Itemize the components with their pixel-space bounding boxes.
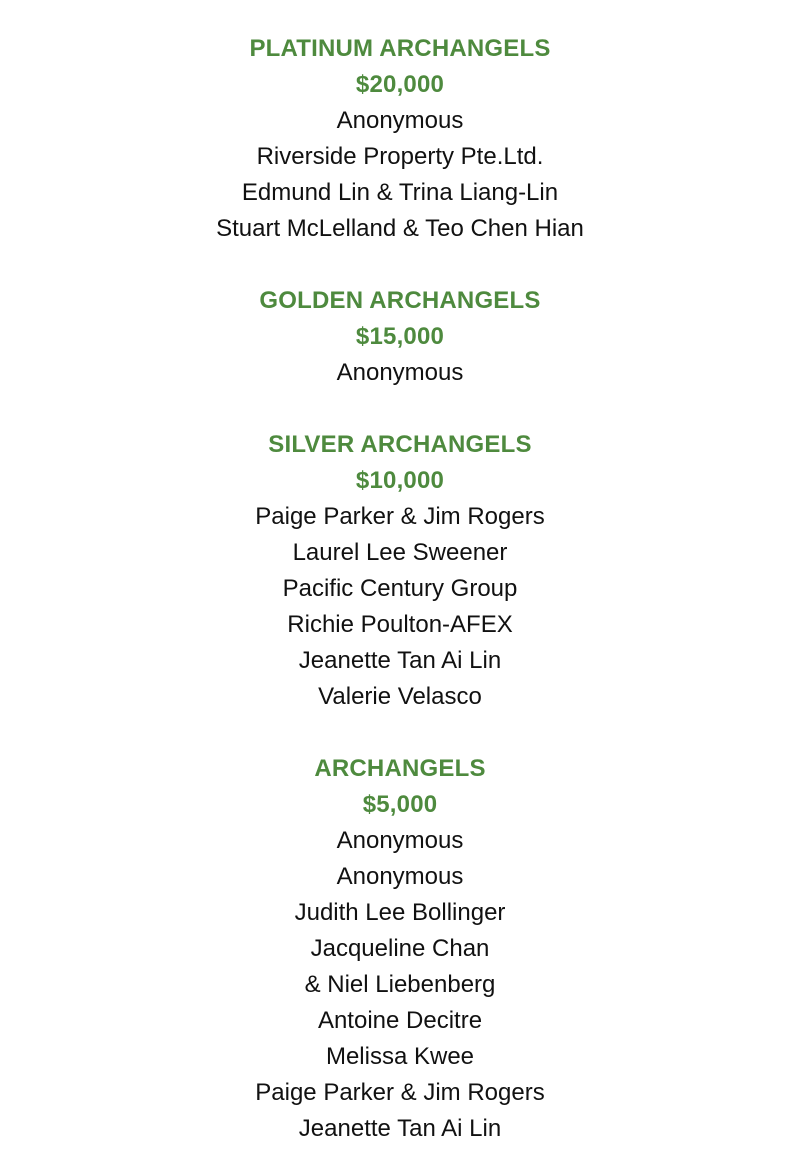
donor-name: Jeanette Tan Ai Lin — [298, 1115, 502, 1142]
donor-list — [0, 499, 800, 715]
donor-name: & Niel Liebenberg — [304, 971, 496, 998]
tier-amount: $5,000 — [362, 791, 438, 818]
donor-name: Anonymous — [336, 107, 464, 134]
donor-list — [0, 355, 800, 391]
tier-amount: $20,000 — [355, 71, 445, 98]
tier-silver-archangels — [0, 427, 800, 715]
donor-name: Paige Parker & Jim Rogers — [255, 503, 545, 530]
tier-title: ARCHANGELS — [314, 755, 486, 782]
donor-name: Jeanette Tan Ai Lin — [298, 647, 502, 674]
donor-name: Anonymous — [336, 827, 464, 854]
donor-name: Anonymous — [336, 863, 464, 890]
donor-list — [0, 103, 800, 247]
donor-name: Edmund Lin & Trina Liang-Lin — [241, 179, 559, 206]
tier-golden-archangels — [0, 283, 800, 391]
donor-name: Riverside Property Pte.Ltd. — [256, 143, 544, 170]
donor-list — [0, 823, 800, 1147]
tier-amount: $15,000 — [355, 323, 445, 350]
donor-name: Pacific Century Group — [282, 575, 518, 602]
donor-name: Jacqueline Chan — [310, 935, 490, 962]
donor-name: Melissa Kwee — [325, 1043, 475, 1070]
tier-platinum-archangels — [0, 31, 800, 247]
tier-title: PLATINUM ARCHANGELS — [249, 35, 551, 62]
donor-name: Judith Lee Bollinger — [294, 899, 506, 926]
donor-name: Richie Poulton-AFEX — [287, 611, 513, 638]
tier-title: GOLDEN ARCHANGELS — [259, 287, 541, 314]
donor-name: Laurel Lee Sweener — [292, 539, 508, 566]
donor-name: Valerie Velasco — [318, 683, 482, 710]
tier-title: SILVER ARCHANGELS — [268, 431, 532, 458]
tier-archangels — [0, 751, 800, 1147]
tier-amount: $10,000 — [355, 467, 445, 494]
donor-name: Stuart McLelland & Teo Chen Hian — [216, 215, 584, 242]
donor-name: Paige Parker & Jim Rogers — [255, 1079, 545, 1106]
donor-name: Antoine Decitre — [317, 1007, 483, 1034]
donor-name: Anonymous — [336, 359, 464, 386]
